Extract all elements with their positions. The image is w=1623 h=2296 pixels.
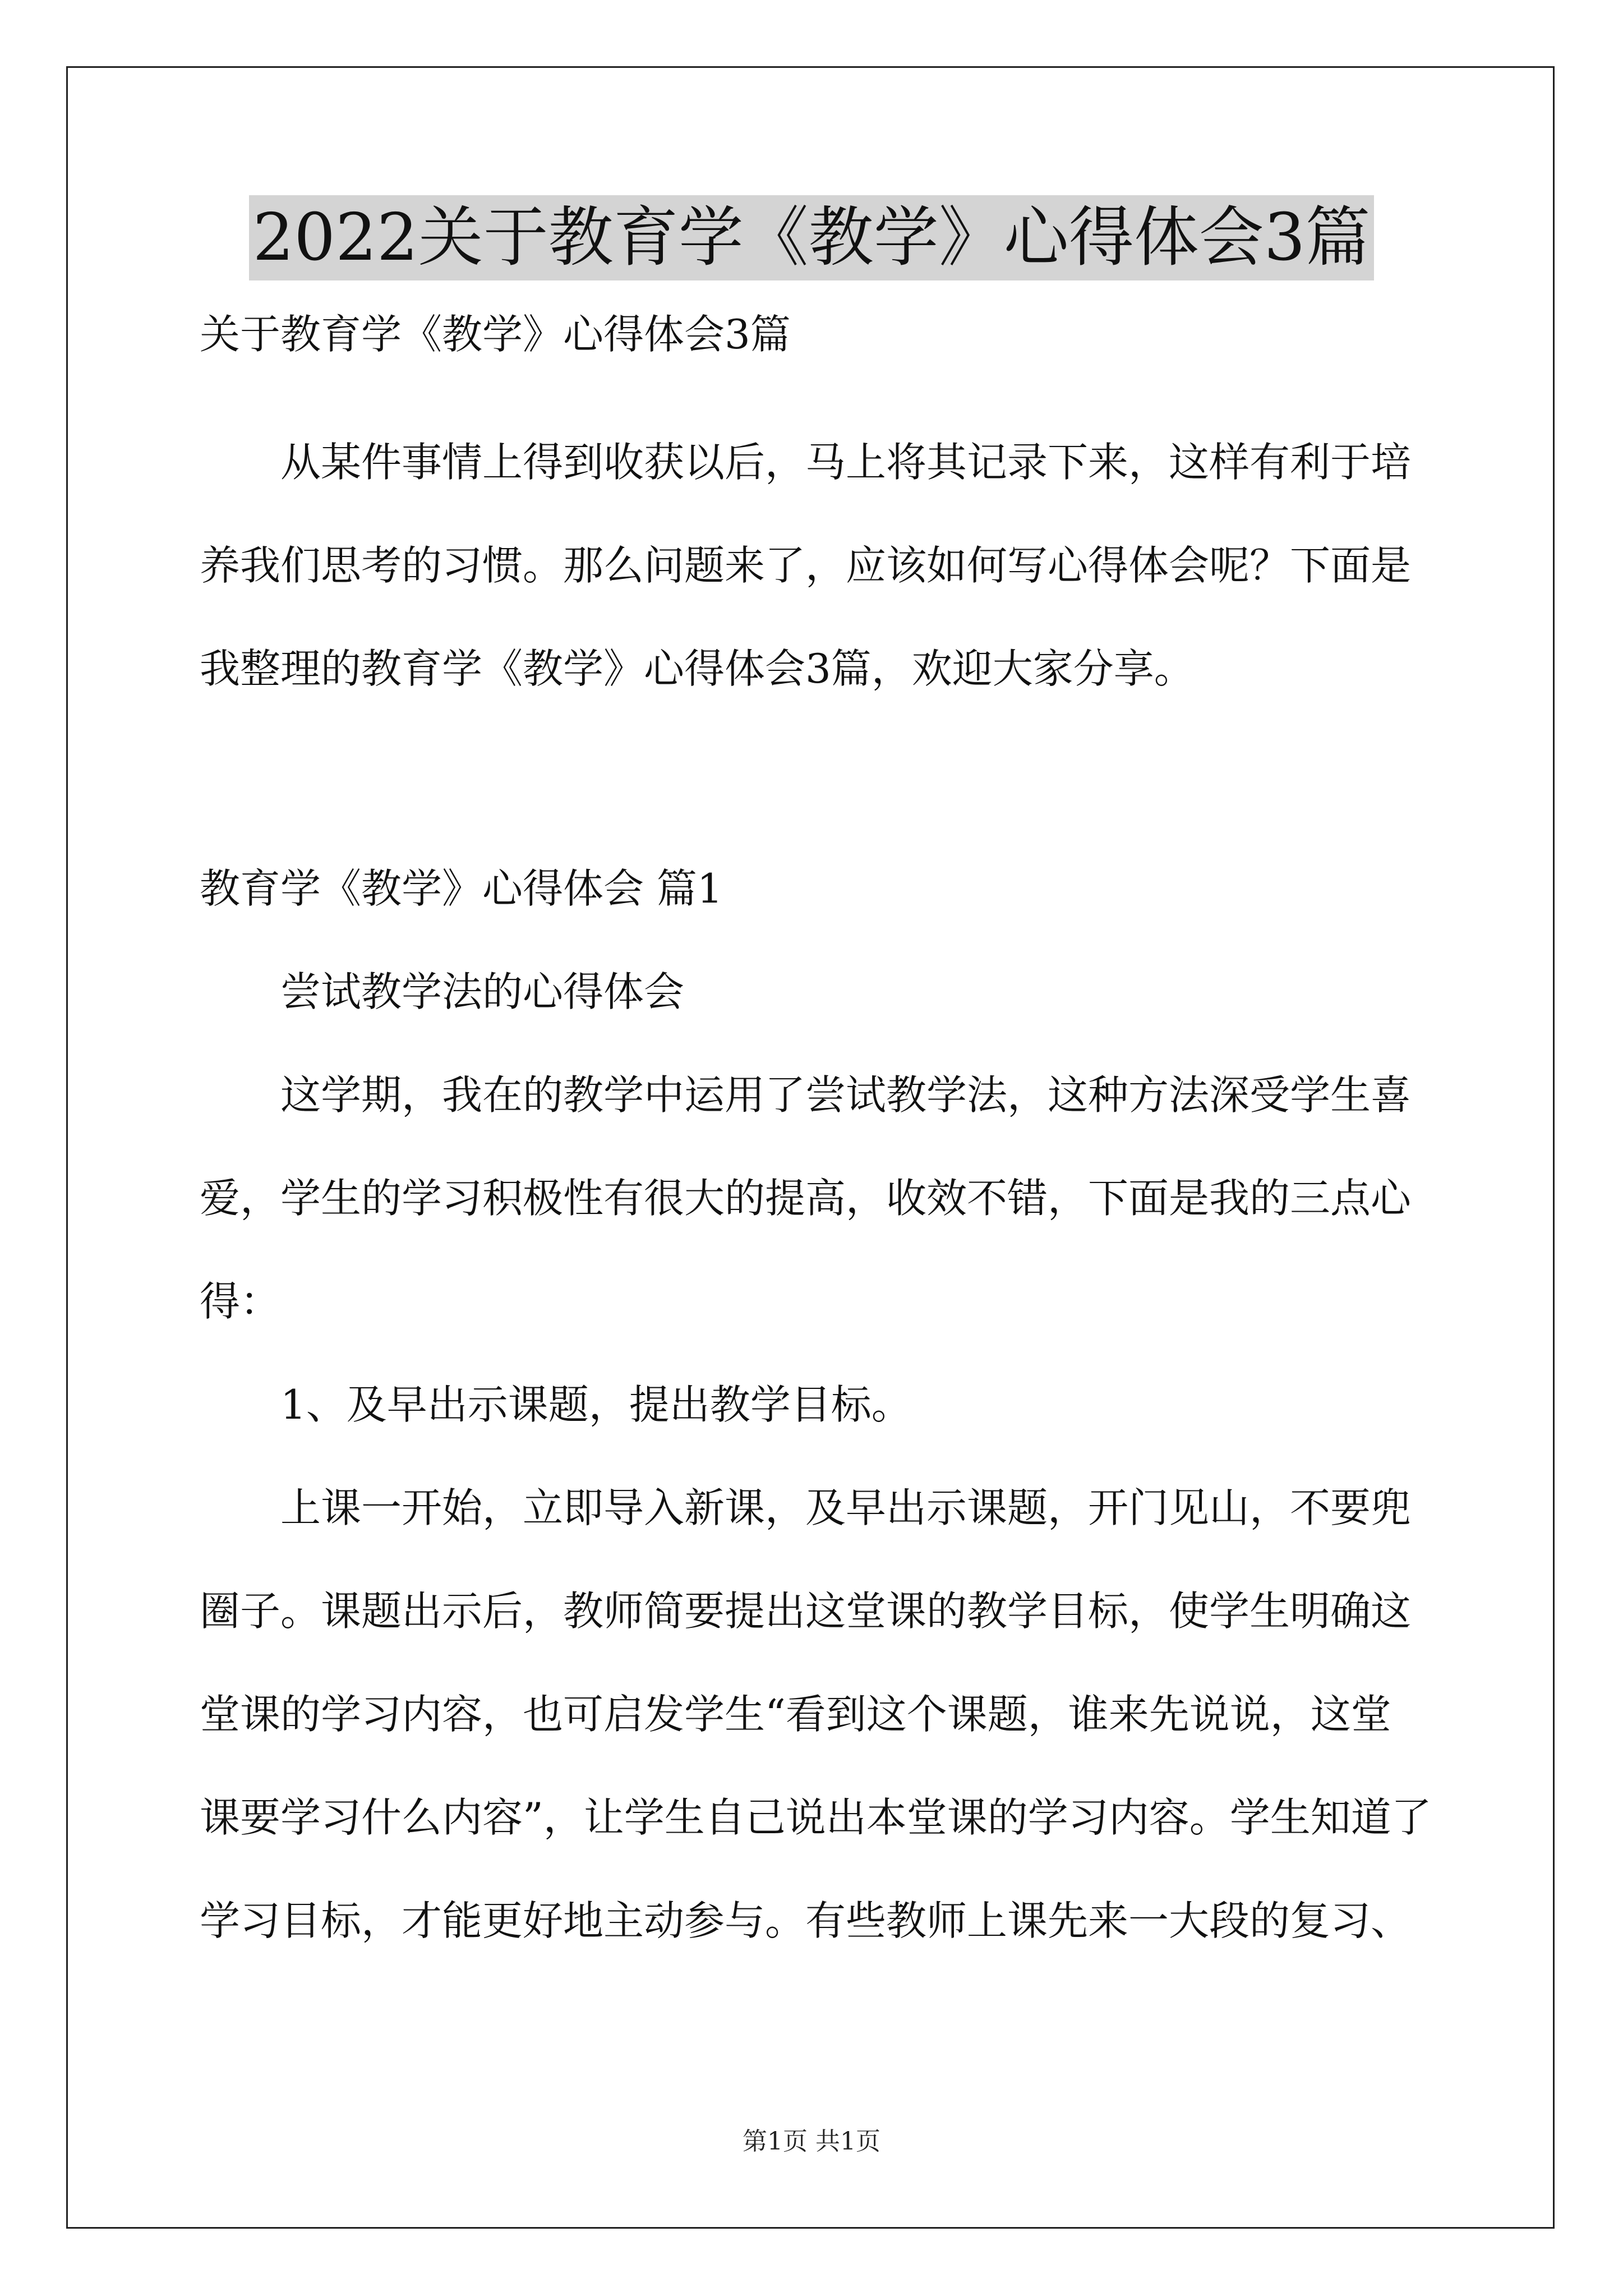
- page-footer: [0, 2125, 1623, 2159]
- intro-line: 我整理的教育学《教学》心得体会3篇，欢迎大家分享。: [200, 645, 1195, 692]
- document-title: 2022关于教育学《教学》心得体会3篇: [249, 195, 1373, 280]
- paragraph-line: 爱，学生的学习积极性有很大的提高，收效不错，下面是我的三点心: [200, 1175, 1412, 1222]
- point-heading-1: 1、及早出示课题，提出教学目标。: [280, 1381, 912, 1428]
- intro-paragraph: [200, 411, 1433, 720]
- document-body: [200, 307, 1433, 1972]
- document-subtitle: 关于教育学《教学》心得体会3篇: [200, 311, 791, 358]
- section-subheading: 尝试教学法的心得体会: [280, 968, 685, 1015]
- title-container: [0, 195, 1623, 280]
- page-number: 第1页 共1页: [743, 2127, 880, 2156]
- paragraph-line: 堂课的学习内容，也可启发学生“看到这个课题，谁来先说说，这堂: [200, 1691, 1391, 1738]
- paragraph-line: 圈子。课题出示后，教师简要提出这堂课的教学目标，使学生明确这: [200, 1588, 1412, 1635]
- paragraph-line: 得：: [200, 1278, 281, 1325]
- paragraph-line: 上课一开始，立即导入新课，及早出示课题，开门见山，不要兜: [280, 1484, 1412, 1531]
- paragraph-line: 这学期，我在的教学中运用了尝试教学法，这种方法深受学生喜: [280, 1071, 1412, 1119]
- paragraph-2: [200, 1456, 1433, 1972]
- paragraph-line: 学习目标，才能更好地主动参与。有些教师上课先来一大段的复习、: [200, 1897, 1412, 1944]
- intro-line: 从某件事情上得到收获以后，马上将其记录下来，这样有利于培: [280, 439, 1412, 486]
- paragraph-line: 课要学习什么内容”，让学生自己说出本堂课的学习内容。学生知道了: [200, 1794, 1432, 1841]
- section-heading: 教育学《教学》心得体会 篇1: [200, 865, 723, 912]
- intro-line: 养我们思考的习惯。那么问题来了，应该如何写心得体会呢？下面是: [200, 542, 1412, 589]
- paragraph-1: [200, 1043, 1433, 1353]
